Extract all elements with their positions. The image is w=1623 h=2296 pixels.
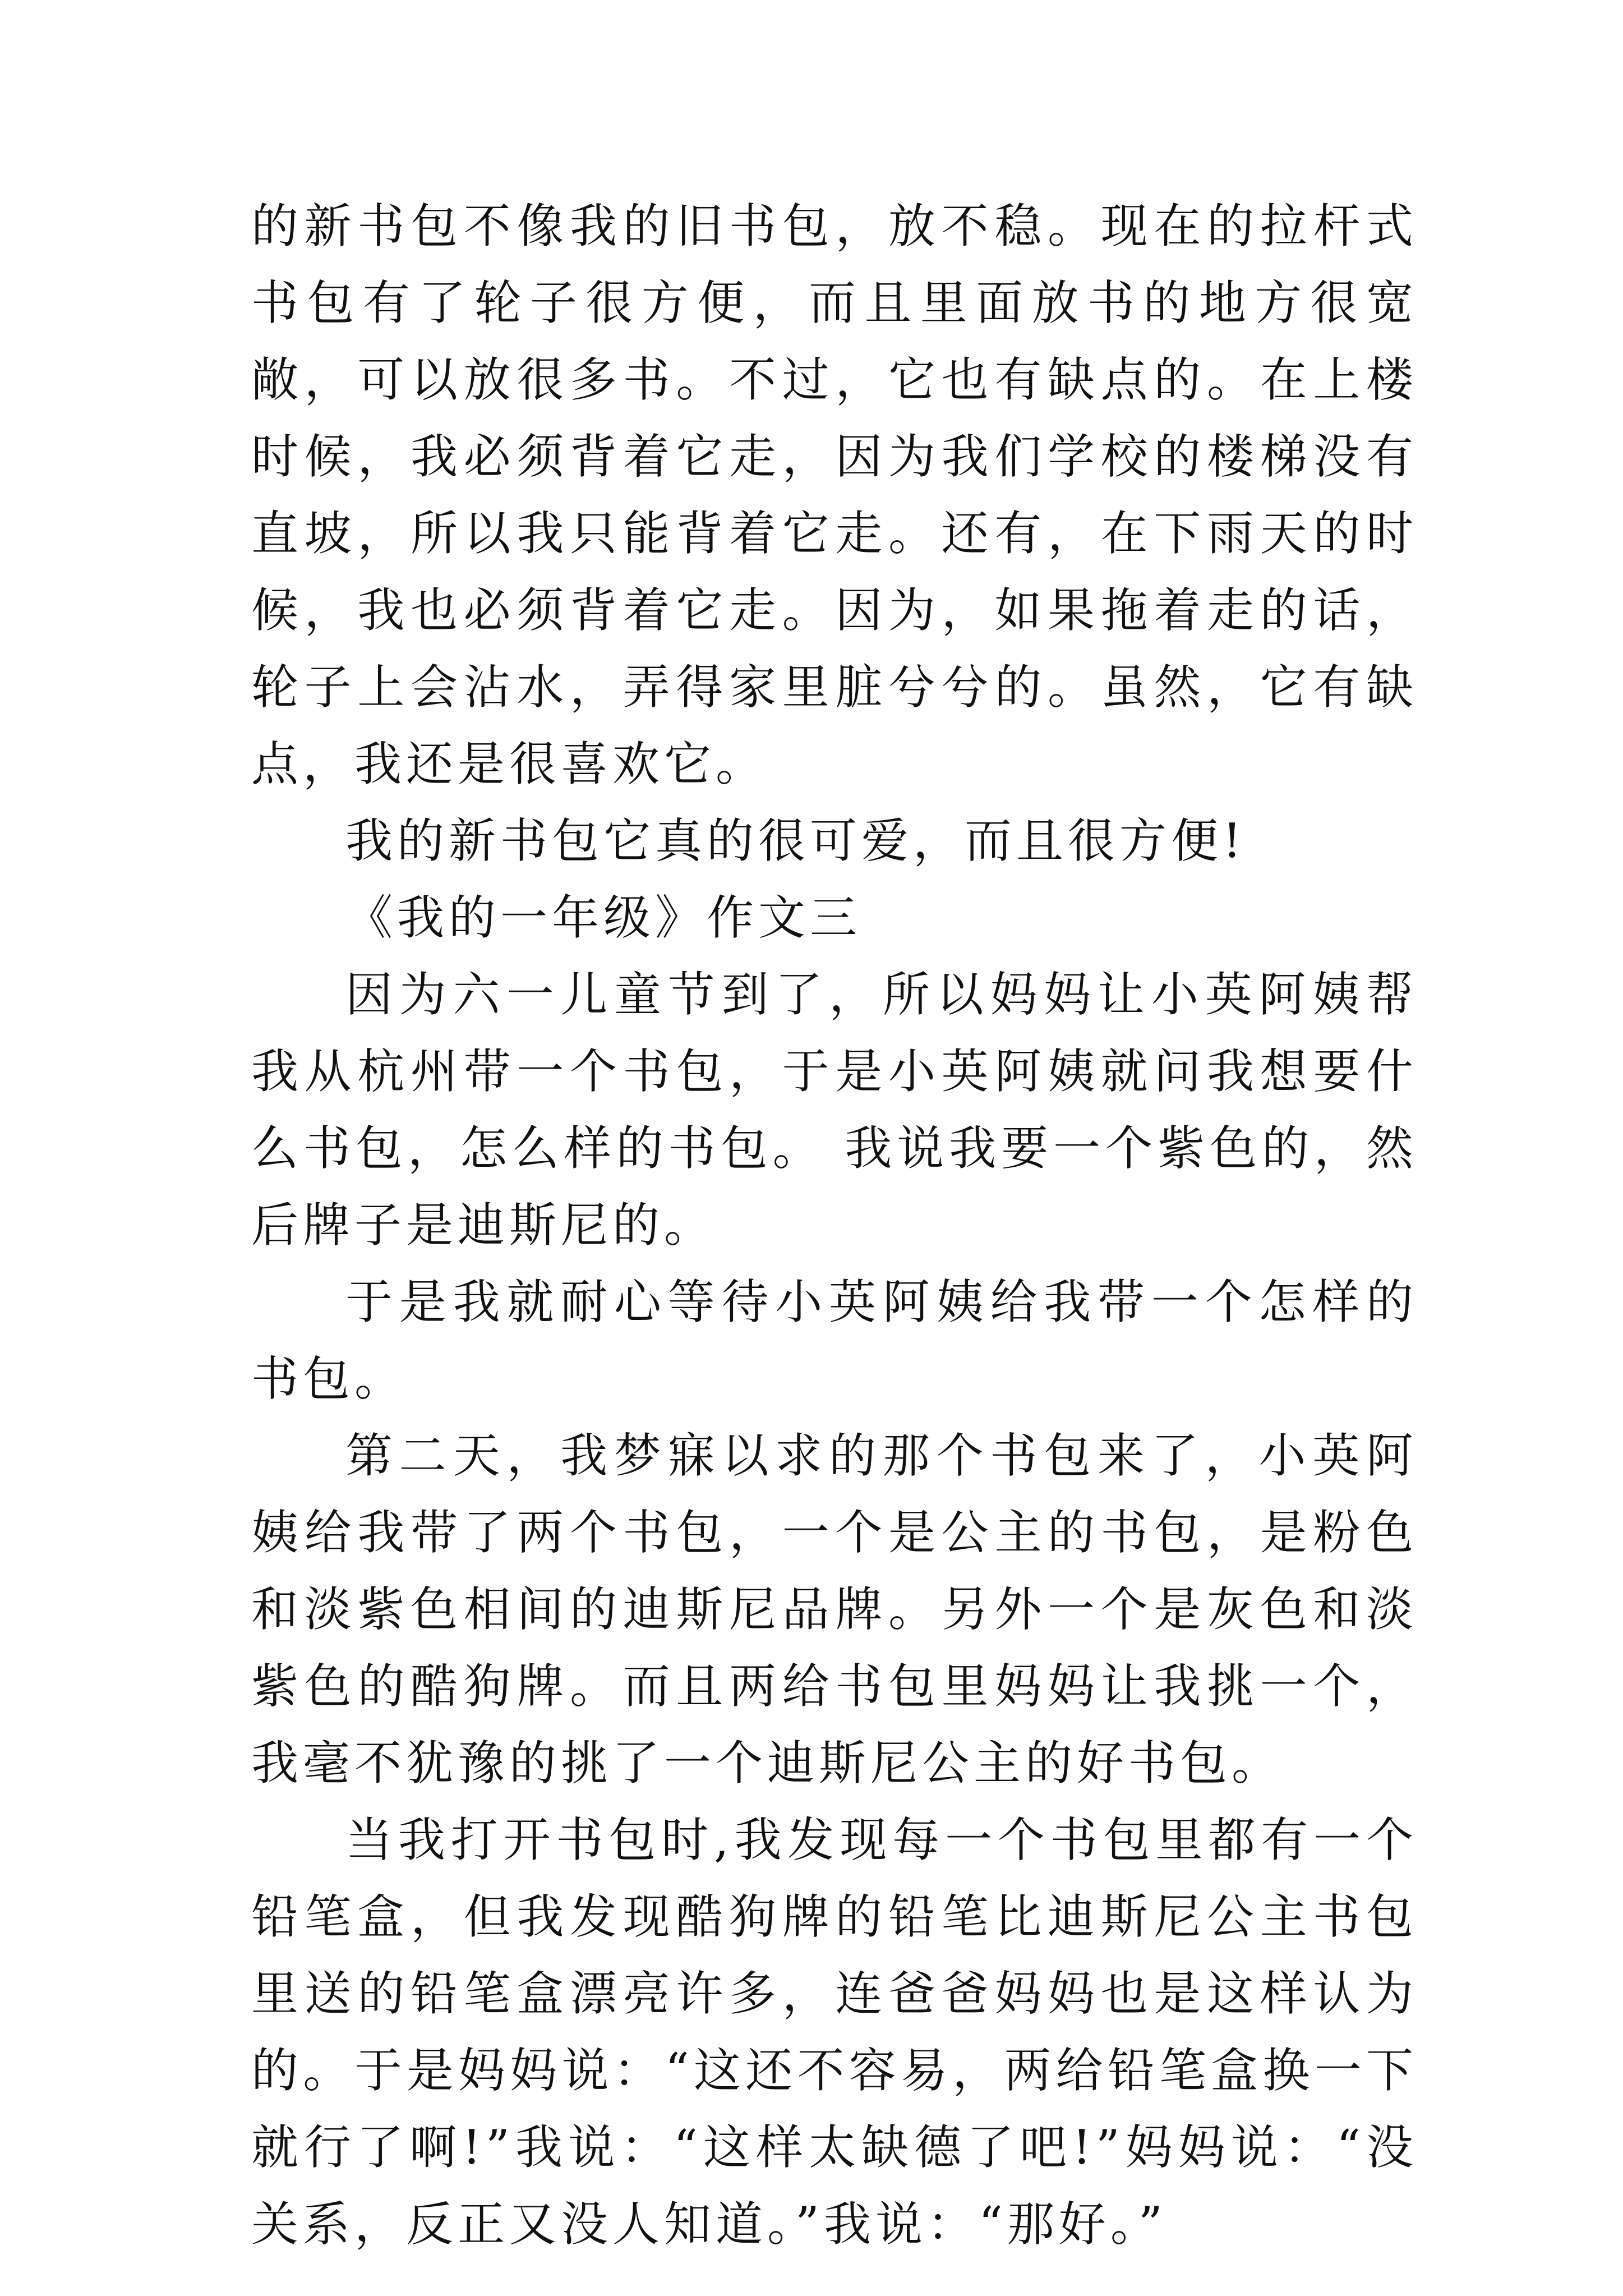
paragraph-conclusion: 我的新书包它真的很可爱，而且很方便! xyxy=(345,813,1246,868)
paragraph-3: 第二天，我梦寐以求的那个书包来了，小英阿姨给我带了两个书包，一个是公主的书包，是粉色和淡紫色相间的迪斯尼品牌。另外一个是灰色和淡紫色的酷狗牌。而且两给书包里妈妈让我挑一个，我毫不犹豫的挑了一个迪斯尼公主的好书包。 xyxy=(251,1428,1418,1791)
essay-text xyxy=(251,188,1418,2263)
paragraph-1: 因为六一儿童节到了，所以妈妈让小英阿姨帮我从杭州带一个书包，于是小英阿姨就问我想要什么书包，怎么样的书包。 我说我要一个紫色的，然后牌子是迪斯尼的。 xyxy=(251,967,1418,1253)
paragraph-4: 当我打开书包时,我发现每一个书包里都有一个铅笔盒，但我发现酷狗牌的铅笔比迪斯尼公主书包里送的铅笔盒漂亮许多，连爸爸妈妈也是这样认为的。于是妈妈说：“这还不容易，两给铅笔盒换一下就行了啊!”我说：“这样太缺德了吧!”妈妈说：“没关系，反正又没人知道。”我说：“那好。” xyxy=(251,1812,1418,2252)
paragraph-2: 于是我就耐心等待小英阿姨给我带一个怎样的书包。 xyxy=(251,1274,1418,1406)
paragraph-continuation: 的新书包不像我的旧书包，放不稳。现在的拉杆式书包有了轮子很方便，而且里面放书的地方很宽敞，可以放很多书。不过，它也有缺点的。在上楼时候，我必须背着它走，因为我们学校的楼梯没有直坡，所以我只能背着它走。还有，在下雨天的时候，我也必须背着它走。因为，如果拖着走的话，轮子上会沾水，弄得家里脏兮兮的。虽然，它有缺点，我还是很喜欢它。 xyxy=(251,199,1418,792)
essay-title: 《我的一年级》作文三 xyxy=(345,890,862,945)
